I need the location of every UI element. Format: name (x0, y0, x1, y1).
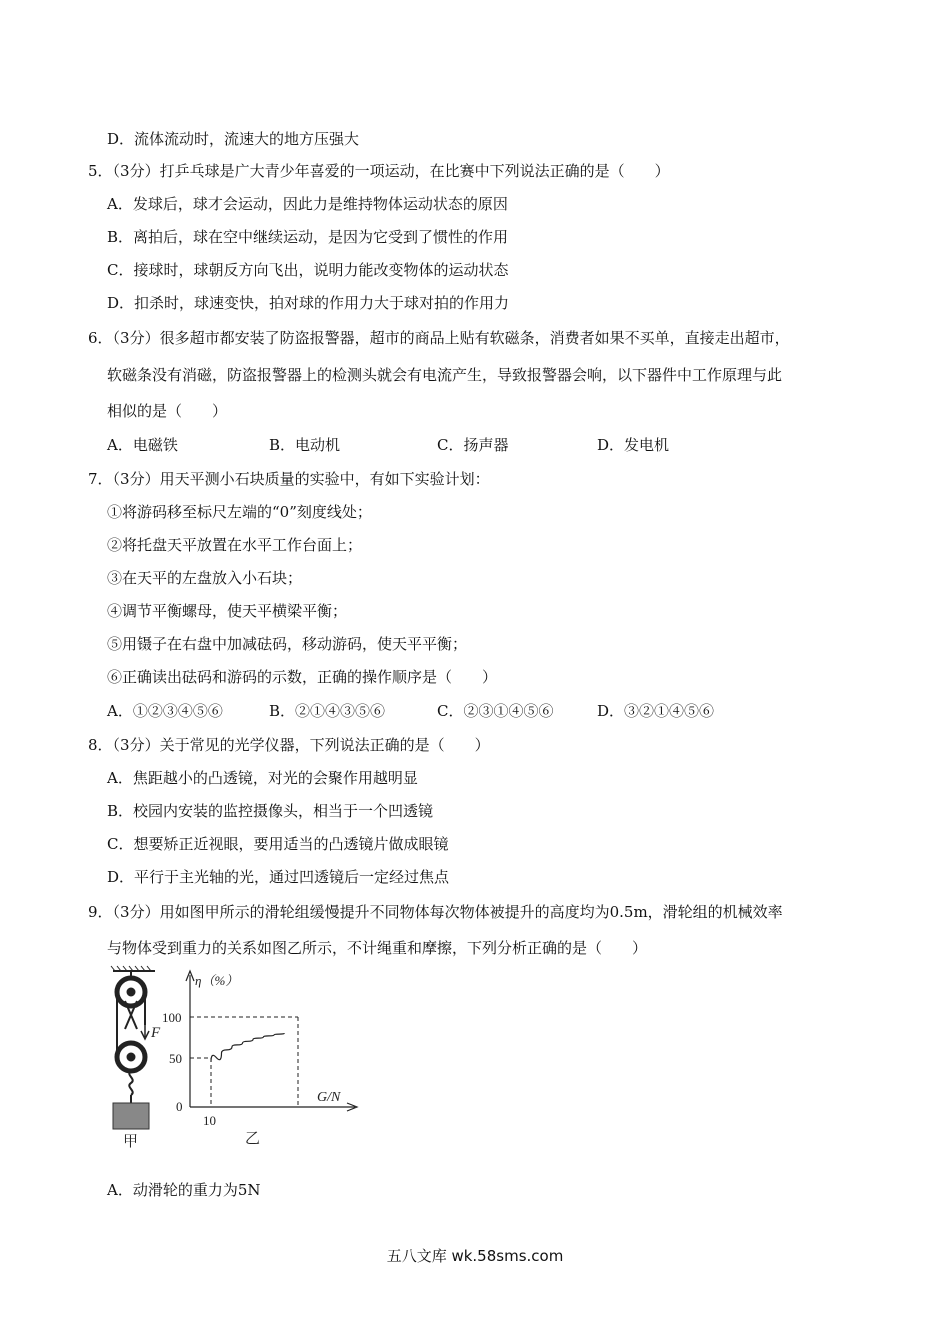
q8-option-b: B．校园内安装的监控摄像头，相当于一个凹透镜 (107, 802, 434, 820)
q6-option-b: B．电动机 (269, 436, 341, 454)
origin-label: 0 (176, 1099, 183, 1114)
pulley-caption: 甲 (123, 1134, 139, 1150)
question-6-line-3: 相似的是（ ） (107, 402, 228, 420)
q5-option-a: A．发球后，球才会运动，因此力是维持物体运动状态的原因 (107, 195, 508, 213)
q7-option-b: B．②①④③⑤⑥ (269, 702, 386, 720)
question-6-line-1: 6．（3分）很多超市都安装了防盗报警器，超市的商品上贴有软磁条，消费者如果不买单，直接走出超市， (88, 329, 790, 347)
efficiency-curve (211, 1033, 285, 1062)
question-8: 8．（3分）关于常见的光学仪器，下列说法正确的是（ ） (88, 736, 490, 754)
q7-step-3: ③在天平的左盘放入小石块； (107, 569, 303, 587)
question-7: 7．（3分）用天平测小石块质量的实验中，有如下实验计划： (88, 470, 490, 488)
q9-figure (105, 965, 370, 1150)
question-9-line-1: 9．（3分）用如图甲所示的滑轮组缓慢提升不同物体每次物体被提升的高度均为0.5m，滑轮组的机械效率 (88, 903, 783, 921)
q7-option-c: C．②③①④⑤⑥ (437, 702, 554, 720)
weight-block (113, 1103, 149, 1129)
q5-option-b: B．离拍后，球在空中继续运动，是因为它受到了惯性的作用 (107, 228, 509, 246)
x-axis-label: G/N (317, 1090, 341, 1105)
q4-option-d: D．流体流动时，流速大的地方压强大 (107, 130, 360, 148)
q6-option-d: D．发电机 (597, 436, 670, 454)
pulley-system-diagram (111, 966, 155, 1103)
q8-option-d: D．平行于主光轴的光，通过凹透镜后一定经过焦点 (107, 868, 450, 886)
chart-caption: 乙 (245, 1131, 261, 1147)
y-tick-100: 100 (162, 1010, 182, 1025)
x-tick-10: 10 (203, 1113, 216, 1128)
efficiency-chart (162, 971, 357, 1147)
q9-option-a: A．动滑轮的重力为5N (107, 1181, 261, 1199)
q8-option-c: C．想要矫正近视眼，要用适当的凸透镜片做成眼镜 (107, 835, 449, 853)
y-axis-label: η（%） (195, 973, 239, 988)
q7-step-4: ④调节平衡螺母，使天平横梁平衡； (107, 602, 348, 620)
q7-step-2: ②将托盘天平放置在水平工作台面上； (107, 536, 363, 554)
q7-step-1: ①将游码移至标尺左端的“0”刻度线处； (107, 503, 372, 521)
force-label-f: F (151, 1025, 161, 1041)
q7-step-6: ⑥正确读出砝码和游码的示数，正确的操作顺序是（ ） (107, 668, 498, 686)
q8-option-a: A．焦距越小的凸透镜，对光的会聚作用越明显 (107, 769, 418, 787)
q5-option-c: C．接球时，球朝反方向飞出，说明力能改变物体的运动状态 (107, 261, 509, 279)
q7-option-a: A．①②③④⑤⑥ (107, 702, 223, 720)
question-9-line-2: 与物体受到重力的关系如图乙所示，不计绳重和摩擦，下列分析正确的是（ ） (107, 939, 648, 957)
question-6-line-2: 软磁条没有消磁，防盗报警器上的检测头就会有电流产生，导致报警器会响，以下器件中工作原理与此 (107, 366, 783, 384)
q5-option-d: D．扣杀时，球速变快，拍对球的作用力大于球对拍的作用力 (107, 294, 510, 312)
guide-lines (190, 1017, 298, 1107)
question-5: 5．（3分）打乒乓球是广大青少年喜爱的一项运动，在比赛中下列说法正确的是（ ） (88, 162, 670, 180)
y-tick-50: 50 (169, 1051, 182, 1066)
q7-step-5: ⑤用镊子在右盘中加减砝码，移动游码，使天平平衡； (107, 635, 468, 653)
q6-option-a: A．电磁铁 (107, 436, 178, 454)
q7-option-d: D．③②①④⑤⑥ (597, 702, 715, 720)
q6-option-c: C．扬声器 (437, 436, 509, 454)
page-footer: 五八文库 wk.58sms.com (386, 1247, 564, 1265)
